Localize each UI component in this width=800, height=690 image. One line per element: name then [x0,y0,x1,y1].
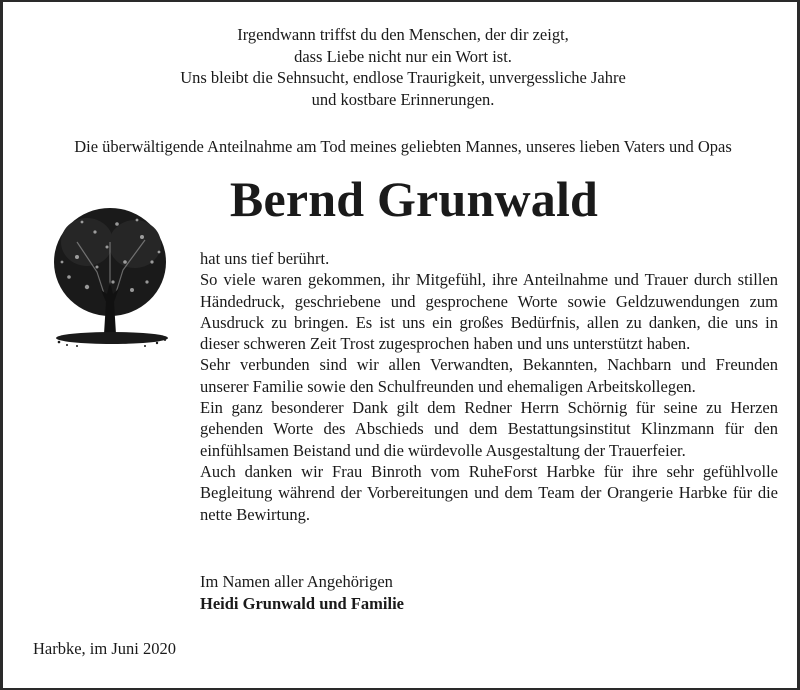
poem-line: Irgendwann triffst du den Menschen, der dir zeigt, [237,25,569,44]
body-paragraph: Sehr verbunden sind wir allen Verwandten, Bekannten, Nachbarn und Freunden unserer Familie sowie den Schulfreunden und ehemaligen Arbeitskollegen. [200,355,778,396]
body-paragraph: Auch danken wir Frau Binroth vom RuheForst Harbke für ihre sehr gefühlvolle Begleitung während der Vorbereitungen und dem Team der Orangerie Harbke für die nette Bewirtung. [200,461,778,524]
poem [3,24,800,110]
body-paragraph: Ein ganz besonderer Dank gilt dem Redner Herrn Schörnig für seine zu Herzen gehenden Worte des Abschieds und dem Bestattungsinstitut Klinzmann für den einfühlsamen Beistand und die würdevolle Ausgestaltung der Trauerfeier. [200,398,778,460]
body-line: hat uns tief berührt. [200,249,330,268]
poem-line: Uns bleibt die Sehnsucht, endlose Traurigkeit, unvergessliche Jahre [180,68,626,87]
body-paragraph: So viele waren gekommen, ihr Mitgefühl, ihre Anteilnahme und Trauer durch stillen Händedruck, geschriebene und gesprochene Worte sowie Geldzuwendungen zum Ausdruck zu bringen. Es ist uns ein großes Bedürfnis, allen zu danken, die uns in dieser schweren Zeit Trost zugesprochen haben und uns unterstützt haben. [200,270,778,354]
poem-line: dass Liebe nicht nur ein Wort ist. [294,46,512,66]
intro-line: Die überwältigende Anteilnahme am Tod meines geliebten Mannes, unseres lieben Vaters und Opas [74,137,732,156]
signature-line: Im Namen aller Angehörigen [200,572,393,591]
signature [200,571,404,615]
deceased-name: Bernd Grunwald [229,171,599,227]
signature-family: Heidi Grunwald und Familie [200,594,404,613]
message-body [200,248,778,525]
poem-line: und kostbare Erinnerungen. [311,89,495,109]
tree-icon [47,202,177,352]
place-date: Harbke, im Juni 2020 [33,639,176,658]
